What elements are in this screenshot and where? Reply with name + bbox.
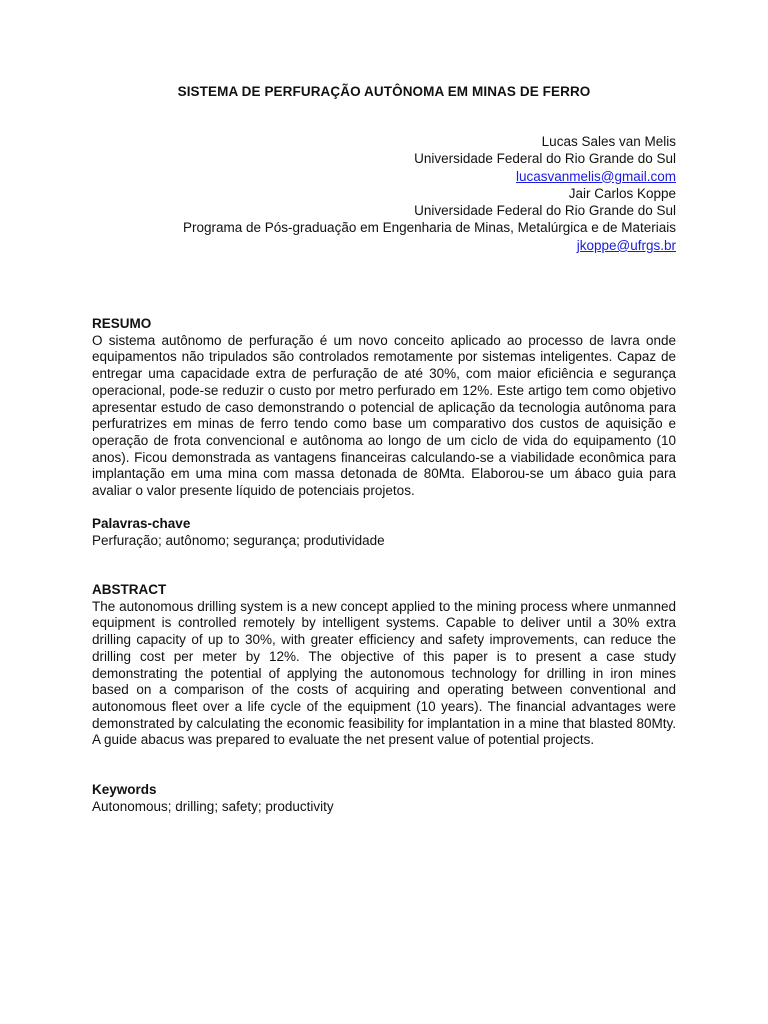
author2-program: Programa de Pós-graduação em Engenharia de Minas, Metalúrgica e de Materiais: [182, 220, 676, 236]
palavras-chave-heading: Palavras-chave: [92, 516, 191, 531]
author2-name: Jair Carlos Koppe: [568, 185, 676, 201]
author1-name: Lucas Sales van Melis: [541, 134, 676, 149]
paper-title: SISTEMA DE PERFURAÇÃO AUTÔNOMA EM MINAS DE FERRO: [177, 84, 591, 99]
palavras-chave-section: [92, 516, 676, 549]
author2-affiliation: Universidade Federal do Rio Grande do Sul: [414, 203, 676, 219]
resumo-text: O sistema autônomo de perfuração é um novo conceito aplicado ao processo de lavra onde equipamentos não tripulados são controlados remotamente por sistemas inteligentes. Capaz de entregar uma capacidade extra de perfuração de até 30%, com maior eficiência e segurança operacional, pode-se reduzir o custo por metro perfurado em 12%. Este artigo tem como objetivo apresentar estudo de caso demonstrando o potencial de aplicação da tecnologia autônoma para perfuratrizes em minas de ferro tendo como base um comparativo dos custos de aquisição e operação de frota convencional e autônoma ao longo de um ciclo de vida do equipamento (10 anos). Ficou demonstrada as vantagens financeiras calculando-se a viabilidade econômica para implantação em uma mina com massa detonada de 80Mta. Elaborou-se um ábaco guia para avaliar o valor presente líquido de potenciais projetos.: [92, 332, 676, 499]
resumo-heading: RESUMO: [92, 316, 152, 331]
author1-email-line: [76, 168, 676, 185]
keywords-heading: Keywords: [92, 782, 157, 797]
resumo-section: [92, 316, 676, 500]
palavras-chave-text: Perfuração; autônomo; segurança; produtividade: [92, 532, 385, 548]
abstract-section: [92, 582, 676, 749]
keywords-section: [92, 782, 676, 815]
author-block: [76, 133, 676, 254]
abstract-heading: ABSTRACT: [92, 582, 167, 597]
author1-affiliation: Universidade Federal do Rio Grande do Sul: [414, 151, 676, 167]
keywords-text: Autonomous; drilling; safety; productivity: [92, 798, 334, 814]
author2-email-link[interactable]: jkoppe@ufrgs.br: [576, 237, 676, 253]
author1-email-link[interactable]: lucasvanmelis@gmail.com: [515, 168, 676, 184]
author2-email-line: [76, 237, 676, 254]
abstract-text: The autonomous drilling system is a new concept applied to the mining process where unmanned equipment is controlled remotely by intelligent systems. Capable to deliver until a 30% extra drilling capacity of up to 30%, with greater efficiency and safety improvements, can reduce the drilling cost per meter by 12%. The objective of this paper is to present a case study demonstrating the potential of applying the autonomous technology for drilling in iron mines based on a comparison of the costs of acquiring and operating between conventional and autonomous fleet over a life cycle of the equipment (10 years). The financial advantages were demonstrated by calculating the economic feasibility for implantation in a mine that blasted 80Mty. A guide abacus was prepared to evaluate the net present value of potential projects.: [92, 598, 676, 748]
